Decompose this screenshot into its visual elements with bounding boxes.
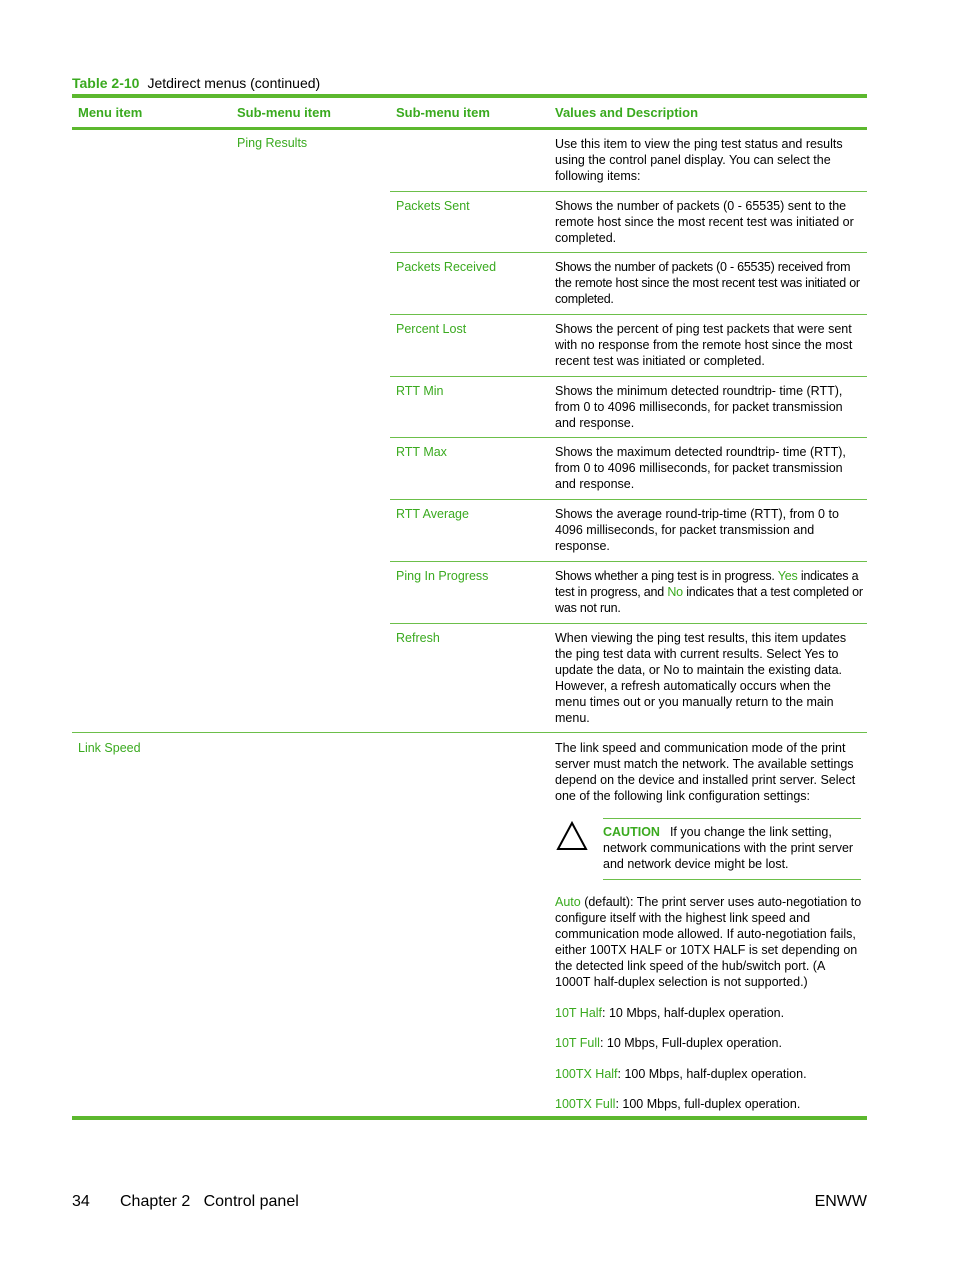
row-divider (390, 191, 867, 192)
caution-label: CAUTION (603, 825, 660, 839)
rtt-min-link[interactable]: RTT Min (396, 384, 444, 398)
ping-in-progress-link[interactable]: Ping In Progress (396, 569, 489, 583)
caution-text (603, 824, 863, 872)
ping-results-description: Use this item to view the ping test status and results using the control panel display. You can select the following items: (555, 137, 843, 183)
header-sub-menu-item-1: Sub-menu item (237, 105, 331, 120)
option-text: : 10 Mbps, half-duplex operation. (602, 1006, 785, 1020)
table-title: Jetdirect menus (continued) (147, 75, 321, 91)
auto-option (555, 894, 863, 990)
row-divider (390, 376, 867, 377)
link-speed-description: The link speed and communication mode of the print server must match the network. The available settings depend on the device and installed print server. Select one of the following link configuration settings: (555, 741, 856, 803)
option-text: : 100 Mbps, full-duplex operation. (615, 1097, 801, 1111)
table-bottom-rule (72, 1116, 867, 1120)
table-header-rule (72, 127, 867, 130)
row-divider (390, 499, 867, 500)
option-label[interactable]: 100TX Half (555, 1067, 618, 1081)
warning-triangle-icon (555, 820, 589, 852)
rtt-min-description: Shows the minimum detected roundtrip- time (RTT), from 0 to 4096 milliseconds, for packet transmission and response. (555, 384, 843, 430)
chapter-title: Chapter 2 Control panel (120, 1193, 299, 1210)
option-label[interactable]: 10T Full (555, 1036, 600, 1050)
option-text: : 10 Mbps, Full-duplex operation. (599, 1036, 782, 1050)
auto-option-text: (default): The print server uses auto-negotiation to configure itself with the highest link speed and communication mode allowed. If auto-negotiation fails, either 100TX HALF or 10TX HALF is set depending on the detected link speed of the hub/switch port. (A 1000T half-duplex selection is not supported.) (555, 895, 862, 989)
option-100tx-half (555, 1066, 863, 1082)
footer-right-label: ENWW (814, 1193, 867, 1210)
caution-top-rule (603, 818, 861, 819)
header-sub-menu-item-2: Sub-menu item (396, 105, 490, 120)
section-divider (72, 732, 867, 733)
rtt-max-link[interactable]: RTT Max (396, 445, 447, 459)
row-divider (390, 314, 867, 315)
yes-value: Yes (777, 569, 798, 583)
no-value: No (667, 585, 683, 599)
refresh-description: When viewing the ping test results, this item updates the ping test data with current results. Select Yes to update the data, or No to maintain the existing data. However, a refresh automatically occurs when the menu times out or you manually return to the main menu. (555, 631, 847, 725)
link-speed-link[interactable]: Link Speed (78, 741, 141, 755)
page-number: 34 (72, 1193, 90, 1210)
percent-lost-link[interactable]: Percent Lost (396, 322, 467, 336)
packets-received-description: Shows the number of packets (0 - 65535) received from the remote host since the most recent test was initiated or completed. (555, 260, 860, 306)
desc-text: indicates a test in progress, and (555, 569, 859, 599)
percent-lost-description: Shows the percent of ping test packets that were sent with no response from the remote host since the most recent test was initiated or completed. (555, 322, 853, 368)
rtt-average-link[interactable]: RTT Average (396, 507, 469, 521)
packets-sent-description: Shows the number of packets (0 - 65535) sent to the remote host since the most recent test was initiated or completed. (555, 199, 854, 245)
caution-bottom-rule (603, 879, 861, 880)
header-values-description: Values and Description (555, 105, 699, 120)
packets-received-link[interactable]: Packets Received (396, 260, 497, 274)
row-divider (390, 437, 867, 438)
option-text: : 100 Mbps, half-duplex operation. (617, 1067, 807, 1081)
option-100tx-full (555, 1096, 863, 1112)
desc-text: indicates that a test completed or was not run. (555, 585, 863, 615)
option-label[interactable]: 10T Half (555, 1006, 603, 1020)
table-caption (72, 75, 320, 91)
auto-option-label[interactable]: Auto (555, 895, 581, 909)
packets-sent-link[interactable]: Packets Sent (396, 199, 470, 213)
row-divider (390, 561, 867, 562)
ping-in-progress-description (555, 568, 863, 616)
row-divider (390, 623, 867, 624)
row-divider (390, 252, 867, 253)
table-number: Table 2-10 (72, 75, 140, 91)
ping-results-link[interactable]: Ping Results (237, 136, 308, 150)
desc-text: Shows whether a ping test is in progress. (555, 569, 778, 583)
rtt-average-description: Shows the average round-trip-time (RTT), from 0 to 4096 milliseconds, for packet transmission and response. (555, 507, 839, 553)
caution-body: If you change the link setting, network communications with the print server and network device might be lost. (603, 825, 854, 871)
header-menu-item: Menu item (78, 105, 143, 120)
refresh-link[interactable]: Refresh (396, 631, 440, 645)
rtt-max-description: Shows the maximum detected roundtrip- time (RTT), from 0 to 4096 milliseconds, for packet transmission and response. (555, 445, 846, 491)
table-top-rule (72, 94, 867, 98)
option-label[interactable]: 100TX Full (555, 1097, 616, 1111)
option-10t-full (555, 1035, 863, 1051)
option-10t-half (555, 1005, 863, 1021)
